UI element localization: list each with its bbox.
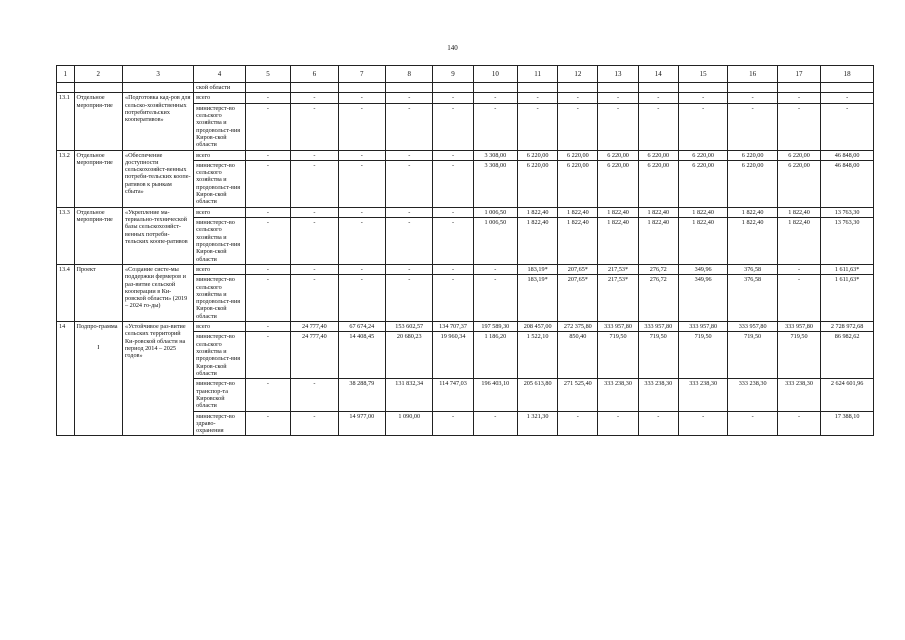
amount-cell: - [291,150,338,160]
funding-source-cell: всего [194,322,246,332]
funding-source-cell: министерст-во транспор-та Кировской области [194,379,246,411]
amount-cell: 1 822,40 [638,207,678,217]
item-kind-cell [74,93,122,150]
amount-cell: - [728,103,778,150]
amount-cell: - [473,93,517,103]
funding-source-cell: министерст-во сельского хозяйства и продовольст-вия Киров-ской области [194,160,246,207]
amount-cell: 217,53* [598,275,638,322]
amount-cell: - [433,103,473,150]
amount-cell: 13 763,30 [821,218,874,265]
item-kind-cell [74,150,122,207]
amount-cell: - [291,411,338,436]
item-title-cell: «Создание систе-мы поддержки фермеров и раз-витие сельской кооперации в Ки-ровской области» (2019 – 2024 го-ды) [123,264,194,321]
amount-cell: 6 220,00 [777,160,820,207]
item-kind-text: Проект [76,265,96,273]
amount-cell: - [558,93,598,103]
amount-cell: 13 763,30 [821,207,874,217]
amount-cell: - [433,93,473,103]
amount-cell: 6 220,00 [558,150,598,160]
amount-cell: - [473,264,517,274]
amount-cell: 349,96 [678,264,728,274]
amount-cell: 376,58 [728,264,778,274]
amount-cell: 719,50 [638,332,678,379]
amount-cell: - [245,411,290,436]
amount-cell: - [245,93,290,103]
table-row [57,93,874,103]
amount-cell: 1 822,40 [558,218,598,265]
column-number-cell: 1 [57,66,75,83]
amount-cell: 272 375,80 [558,322,598,332]
amount-cell: 1 006,50 [473,207,517,217]
amount-cell: 38 288,79 [338,379,385,411]
item-number-cell: 14 [57,322,75,436]
item-kind-cell [74,264,122,321]
column-number-cell: 2 [74,66,122,83]
column-number-cell: 10 [473,66,517,83]
amount-cell: - [678,93,728,103]
funding-source-cell: всего [194,150,246,160]
amount-cell: - [338,218,385,265]
column-number-cell: 6 [291,66,338,83]
amount-cell: 46 848,00 [821,150,874,160]
amount-cell: 1 822,40 [777,218,820,265]
amount-cell: 271 525,40 [558,379,598,411]
amount-cell: 333 238,30 [638,379,678,411]
amount-cell: 197 589,30 [473,322,517,332]
amount-cell: - [338,207,385,217]
item-kind-text: Подпро-грамма [76,323,118,331]
amount-cell: - [638,411,678,436]
funding-source-cell: министерст-во сельского хозяйства и продовольст-вия Киров-ской области [194,275,246,322]
continuation-row [57,83,874,93]
amount-cell: - [245,275,290,322]
amount-cell: - [638,93,678,103]
item-number-cell: 13.3 [57,207,75,264]
amount-cell: - [386,264,433,274]
amount-cell: 1 822,40 [598,207,638,217]
table-row [57,150,874,160]
item-title-cell: «Укрепление ма-териально-технической базы сельскохозяйст-венных потреби-тельских коопе-ративов [123,207,194,264]
amount-cell: 719,50 [598,332,638,379]
amount-cell: 1 822,40 [728,218,778,265]
amount-cell: - [777,264,820,274]
amount-cell: 276,72 [638,264,678,274]
amount-cell: 333 238,30 [777,379,820,411]
column-number-cell: 18 [821,66,874,83]
amount-cell: 1 186,20 [473,332,517,379]
amount-cell: 3 308,00 [473,150,517,160]
column-number-cell: 12 [558,66,598,83]
amount-cell: - [777,93,820,103]
amount-cell: - [291,160,338,207]
continuation-text: ской области [194,83,246,93]
amount-cell: 333 957,80 [777,322,820,332]
amount-cell: 67 674,24 [338,322,385,332]
amount-cell: 6 220,00 [728,150,778,160]
column-number-cell: 5 [245,66,290,83]
amount-cell: 6 220,00 [598,160,638,207]
amount-cell: 1 822,40 [518,218,558,265]
column-number-cell: 9 [433,66,473,83]
item-number-cell: 13.2 [57,150,75,207]
amount-cell: - [558,103,598,150]
amount-cell: 6 220,00 [518,150,558,160]
column-number-cell: 4 [194,66,246,83]
amount-cell: - [338,160,385,207]
amount-cell: - [386,218,433,265]
amount-cell: - [386,150,433,160]
amount-cell: - [433,275,473,322]
amount-cell: 1 006,50 [473,218,517,265]
amount-cell: - [338,93,385,103]
amount-cell: 850,40 [558,332,598,379]
amount-cell: 333 957,80 [728,322,778,332]
amount-cell: - [338,103,385,150]
amount-cell: 14 977,00 [338,411,385,436]
amount-cell: - [338,275,385,322]
amount-cell: 6 220,00 [638,160,678,207]
item-title-cell: «Обеспечение доступности сельскохозяйст-венных потреби-тельских коопе-ративов к рынкам сбыта» [123,150,194,207]
amount-cell: 1 822,40 [777,207,820,217]
amount-cell: 1 822,40 [728,207,778,217]
amount-cell: 333 957,80 [598,322,638,332]
amount-cell: - [386,275,433,322]
funding-source-cell: министерст-во сельского хозяйства и продовольст-вия Киров-ской области [194,218,246,265]
amount-cell: - [728,93,778,103]
column-number-cell: 3 [123,66,194,83]
amount-cell: 719,50 [678,332,728,379]
amount-cell: - [338,150,385,160]
amount-cell: - [678,103,728,150]
amount-cell: - [386,207,433,217]
amount-cell: - [245,332,290,379]
column-number-cell: 7 [338,66,385,83]
amount-cell: - [245,207,290,217]
column-number-cell: 11 [518,66,558,83]
funding-source-cell: министерст-во здраво-охранения [194,411,246,436]
amount-cell: - [678,411,728,436]
amount-cell: 183,19* [518,275,558,322]
amount-cell: 19 960,34 [433,332,473,379]
amount-cell: - [558,411,598,436]
item-number-cell: 13.1 [57,93,75,150]
amount-cell: - [777,275,820,322]
amount-cell: - [598,103,638,150]
amount-cell: - [473,411,517,436]
budget-table [56,65,874,436]
amount-cell: - [473,275,517,322]
table-row [57,207,874,217]
amount-cell: 333 238,30 [728,379,778,411]
amount-cell: 1 522,10 [518,332,558,379]
funding-source-cell: всего [194,207,246,217]
amount-cell: 719,50 [728,332,778,379]
amount-cell: 86 982,62 [821,332,874,379]
amount-cell: - [518,93,558,103]
amount-cell: 1 321,30 [518,411,558,436]
funding-source-cell: министерст-во сельского хозяйства и продовольст-вия Киров-ской области [194,332,246,379]
column-number-cell: 13 [598,66,638,83]
amount-cell: 1 822,40 [558,207,598,217]
amount-cell: - [777,103,820,150]
amount-cell: 153 602,57 [386,322,433,332]
amount-cell: 333 238,30 [598,379,638,411]
amount-cell: 46 848,00 [821,160,874,207]
amount-cell: - [291,264,338,274]
amount-cell: - [433,411,473,436]
amount-cell: - [386,93,433,103]
amount-cell: - [433,218,473,265]
funding-source-cell: министерст-во сельского хозяйства и продовольст-вия Киров-ской области [194,103,246,150]
amount-cell: - [821,93,874,103]
column-number-row [57,66,874,83]
amount-cell: 6 220,00 [558,160,598,207]
item-title-cell: «Устойчивое раз-витие сельских территорий Ки-ровской области на период 2014 – 2025 годов» [123,322,194,436]
amount-cell: - [245,150,290,160]
amount-cell: 1 822,40 [678,207,728,217]
item-kind-text: Отдельное мероприя-тие [76,94,113,109]
amount-cell: 349,96 [678,275,728,322]
amount-cell: - [338,264,385,274]
column-number-cell: 17 [777,66,820,83]
amount-cell: - [728,411,778,436]
amount-cell: 1 822,40 [518,207,558,217]
amount-cell: - [777,411,820,436]
amount-cell: 6 220,00 [777,150,820,160]
amount-cell: - [386,103,433,150]
amount-cell: 6 220,00 [678,150,728,160]
item-kind-extra: I [97,344,100,352]
amount-cell: 24 777,40 [291,322,338,332]
amount-cell: - [518,103,558,150]
amount-cell: 20 680,23 [386,332,433,379]
amount-cell: - [821,103,874,150]
item-kind-cell [74,322,122,436]
amount-cell: - [245,103,290,150]
amount-cell: 183,19* [518,264,558,274]
page-number: 140 [447,44,458,52]
amount-cell: 276,72 [638,275,678,322]
amount-cell: 2 728 972,68 [821,322,874,332]
amount-cell: 134 707,37 [433,322,473,332]
amount-cell: - [433,207,473,217]
amount-cell: 3 308,00 [473,160,517,207]
amount-cell: - [433,150,473,160]
item-title-cell: «Подготовка кад-ров для сельско-хозяйственных потребительских кооперативов» [123,93,194,150]
column-number-cell: 14 [638,66,678,83]
item-number-cell: 13.4 [57,264,75,321]
amount-cell: 14 408,45 [338,332,385,379]
amount-cell: 333 238,30 [678,379,728,411]
amount-cell: 376,58 [728,275,778,322]
item-kind-cell [74,207,122,264]
amount-cell: 1 822,40 [638,218,678,265]
table-row [57,264,874,274]
amount-cell: - [291,93,338,103]
amount-cell: 1 822,40 [598,218,638,265]
funding-source-cell: всего [194,264,246,274]
amount-cell: 333 957,80 [678,322,728,332]
amount-cell: 2 624 601,96 [821,379,874,411]
amount-cell: - [598,411,638,436]
item-kind-text: Отдельное мероприя-тие [76,151,113,166]
amount-cell: - [433,160,473,207]
amount-cell: - [291,379,338,411]
amount-cell: 6 220,00 [518,160,558,207]
amount-cell: - [386,160,433,207]
amount-cell: 333 957,80 [638,322,678,332]
amount-cell: - [598,93,638,103]
column-number-cell: 8 [386,66,433,83]
amount-cell: 6 220,00 [678,160,728,207]
amount-cell: 6 220,00 [728,160,778,207]
column-number-cell: 15 [678,66,728,83]
amount-cell: - [291,207,338,217]
table-row [57,322,874,332]
amount-cell: 6 220,00 [598,150,638,160]
amount-cell: - [245,160,290,207]
amount-cell: 217,53* [598,264,638,274]
amount-cell: - [473,103,517,150]
amount-cell: - [245,379,290,411]
amount-cell: 131 832,34 [386,379,433,411]
amount-cell: 1 822,40 [678,218,728,265]
amount-cell: 1 090,00 [386,411,433,436]
amount-cell: 207,65* [558,275,598,322]
amount-cell: - [433,264,473,274]
amount-cell: 1 611,63* [821,264,874,274]
amount-cell: - [291,103,338,150]
amount-cell: 1 611,63* [821,275,874,322]
funding-source-cell: всего [194,93,246,103]
amount-cell: 207,65* [558,264,598,274]
item-kind-text: Отдельное мероприя-тие [76,208,113,223]
amount-cell: - [245,322,290,332]
amount-cell: - [245,264,290,274]
amount-cell: - [245,218,290,265]
amount-cell: - [291,275,338,322]
column-number-cell: 16 [728,66,778,83]
amount-cell: 6 220,00 [638,150,678,160]
amount-cell: - [291,218,338,265]
amount-cell: 24 777,40 [291,332,338,379]
amount-cell: 205 613,80 [518,379,558,411]
amount-cell: 719,50 [777,332,820,379]
amount-cell: 196 403,10 [473,379,517,411]
amount-cell: 208 457,00 [518,322,558,332]
amount-cell: 17 388,10 [821,411,874,436]
amount-cell: - [638,103,678,150]
amount-cell: 114 747,03 [433,379,473,411]
